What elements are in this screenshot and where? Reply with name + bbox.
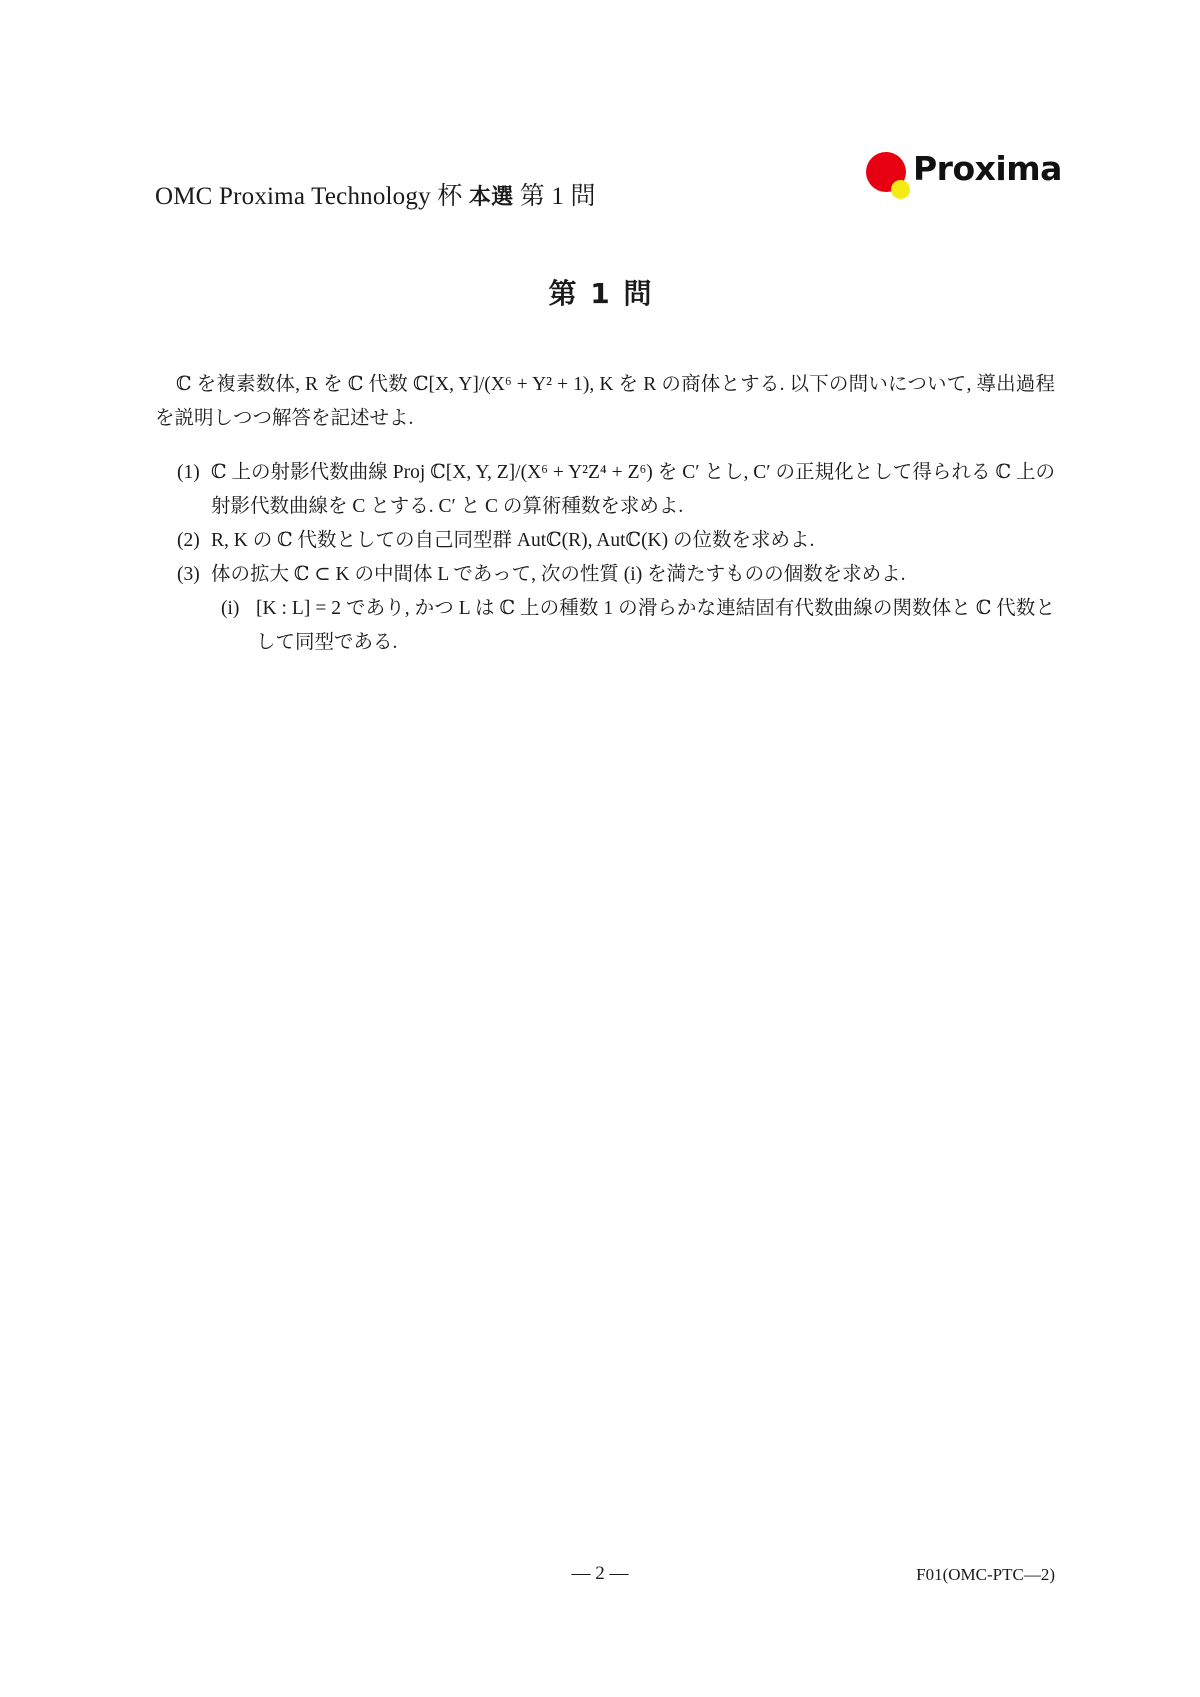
header-title-bold: 本選: [468, 185, 514, 210]
question-item-1: [155, 456, 1055, 524]
question-number: (1): [177, 462, 200, 483]
problem-intro: ℂ を複素数体, R を ℂ 代数 ℂ[X, Y]/(X⁶ + Y² + 1), K を R の商体とする. 以下の問いについて, 導出過程を説明しつつ解答を記述せよ.: [155, 374, 1055, 429]
question-item-3: [155, 558, 1055, 592]
subitem-number: (i): [221, 598, 240, 619]
question-list: [155, 456, 1055, 660]
document-code: F01(OMC-PTC—2): [916, 1565, 1055, 1584]
header-title: [155, 176, 596, 212]
question-item-2: [155, 524, 1055, 558]
question-text: ℂ 上の射影代数曲線 Proj ℂ[X, Y, Z]/(X⁶ + Y²Z⁴ + Z⁶) を C′ とし, C′ の正規化として得られる ℂ 上の射影代数曲線を C とする. C′ と C の算術種数を求めよ.: [211, 462, 1055, 517]
page-number: — 2 —: [571, 1563, 629, 1584]
question-text: 体の拡大 ℂ ⊂ K の中間体 L であって, 次の性質 (i) を満たすものの個数を求めよ.: [211, 564, 906, 585]
question-number: (3): [177, 564, 200, 585]
header-title-suffix: 第 1 問: [513, 183, 596, 210]
subitem-text: [K : L] = 2 であり, かつ L は ℂ 上の種数 1 の滑らかな連結固有代数曲線の関数体と ℂ 代数として同型である.: [256, 598, 1055, 653]
question-subitem-i: [155, 592, 1055, 660]
logo-yellow-dot: [891, 180, 910, 199]
question-text: R, K の ℂ 代数としての自己同型群 Autℂ(R), Autℂ(K) の位数を求めよ.: [211, 530, 815, 551]
question-number: (2): [177, 530, 200, 551]
proxima-logo: [866, 149, 1062, 205]
header-title-prefix: OMC Proxima Technology 杯: [155, 183, 469, 210]
logo-text: Proxima: [913, 149, 1062, 188]
problem-heading: 第 1 問: [548, 277, 652, 310]
